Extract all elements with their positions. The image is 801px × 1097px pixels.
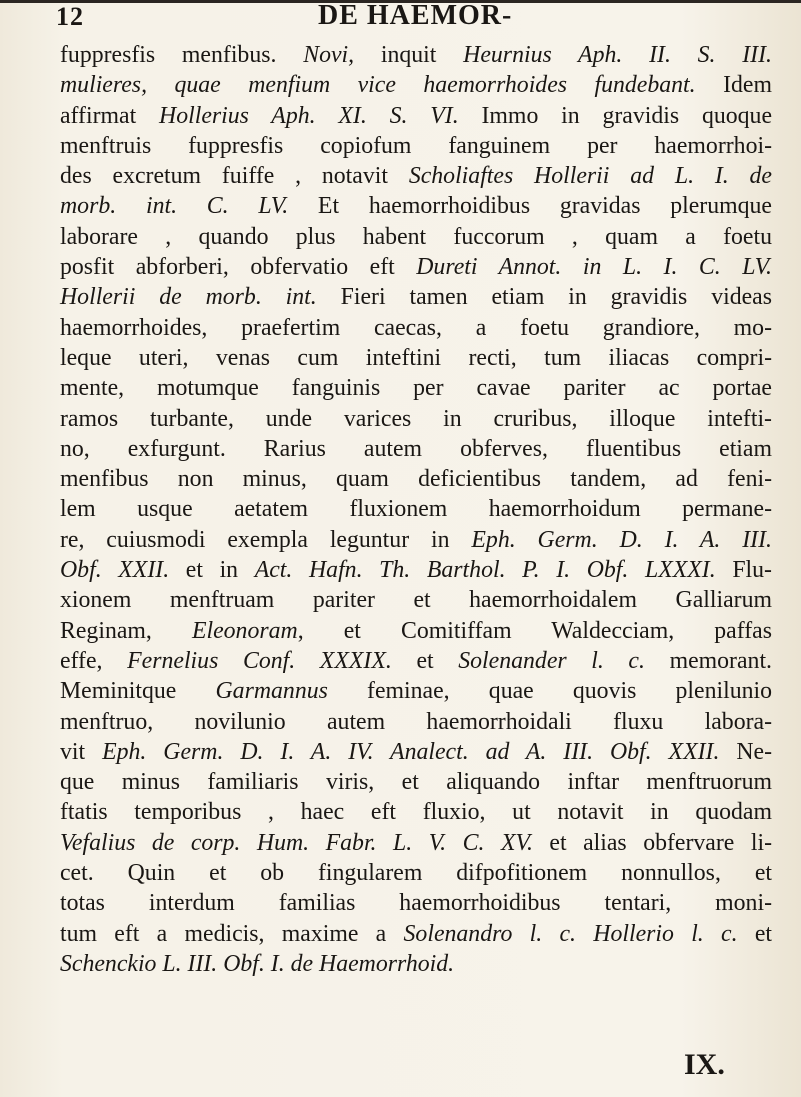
- text-line: [60, 676, 772, 706]
- citation-italic: Solenander l. c.: [458, 647, 645, 674]
- text-run: mente, motumque fanguinis per cavae pariter ac portae: [60, 375, 772, 402]
- page-number: 12: [56, 2, 84, 31]
- text-run: cet. Quin et ob fingularem difpofitionem nonnullos, et: [60, 860, 772, 887]
- text-line: [60, 616, 772, 646]
- text-run: et alias obfervare li-: [532, 829, 772, 856]
- text-line: [60, 949, 772, 979]
- citation-italic: Heurnius Aph. II. S. III.: [463, 42, 772, 68]
- text-run: ftatis temporibus , haec eft fluxio, ut notavit in quodam: [60, 799, 772, 826]
- text-line: [60, 191, 772, 221]
- citation-italic: Scholiaftes Hollerii ad L. I. de: [408, 163, 772, 190]
- citation-italic: Hollerius Aph. XI. S. VI.: [159, 102, 459, 129]
- body-text: [60, 40, 772, 979]
- text-line: [60, 373, 772, 403]
- text-run: tum eft a medicis, maxime a: [60, 920, 404, 947]
- text-run: affirmat: [60, 102, 160, 129]
- text-run: inquit: [354, 42, 464, 68]
- text-run: Meminitque: [60, 678, 216, 705]
- text-line: [60, 646, 772, 676]
- text-run: Et haemorrhoidibus gravidas plerumque: [288, 193, 772, 220]
- text-line: [60, 828, 772, 858]
- citation-italic: Fernelius Conf. XXXIX.: [127, 647, 392, 674]
- text-line: [60, 494, 772, 524]
- text-line: [60, 707, 772, 737]
- text-line: [60, 464, 772, 494]
- citation-italic: Solenandro l. c. Hollerio l. c.: [403, 920, 738, 947]
- text-run: memorant.: [644, 647, 772, 674]
- text-run: posfit abforberi, obfervatio eft: [60, 254, 417, 281]
- text-line: [60, 101, 772, 131]
- text-run: leque uteri, venas cum inteftini recti, tum iliacas compri-: [60, 344, 772, 371]
- text-line: [60, 888, 772, 918]
- catchword: IX.: [684, 1048, 725, 1081]
- text-run: no, exfurgunt. Rarius autem obferves, fluentibus etiam: [60, 435, 772, 462]
- text-run: totas interdum familias haemorrhoidibus tentari, moni-: [60, 890, 772, 917]
- text-run: haemorrhoides, praefertim caecas, a foetu grandiore, mo-: [60, 314, 772, 341]
- text-run: re, cuiusmodi exempla leguntur in: [60, 526, 472, 553]
- text-line: [60, 343, 772, 373]
- text-run: ramos turbante, unde varices in cruribus, illoque intefti-: [60, 405, 772, 432]
- citation-italic: morb. int. C. LV.: [60, 193, 289, 220]
- citation-italic: Eph. Germ. D. I. A. IV. Analect. ad A. III. Obf. XXII.: [102, 738, 720, 765]
- text-line: [60, 767, 772, 797]
- citation-italic: Eleonoram: [191, 617, 298, 644]
- text-run: Ne-: [719, 738, 773, 765]
- text-line: [60, 161, 772, 191]
- text-line: [60, 737, 772, 767]
- running-head: DE HAEMOR-: [318, 0, 513, 31]
- citation-italic: Act. Hafn. Th. Barthol. P. I. Obf. LXXXI.: [254, 557, 716, 584]
- text-run: que minus familiaris viris, et aliquando inftar menftruorum: [60, 769, 772, 796]
- text-run: Flu-: [715, 557, 772, 584]
- text-line: [60, 252, 772, 282]
- text-run: fuppresfis menfibus.: [60, 42, 304, 68]
- text-line: [60, 40, 772, 70]
- text-run: et: [737, 920, 772, 947]
- text-line: [60, 434, 772, 464]
- text-line: [60, 131, 772, 161]
- text-run: , et Comitiffam Waldecciam, paffas: [297, 617, 772, 644]
- text-run: xionem menftruam pariter et haemorrhoidalem Galliarum: [60, 587, 772, 614]
- text-run: des excretum fuiffe , notavit: [60, 163, 409, 190]
- citation-italic: mulieres, quae menfium vice haemorrhoides fundebant.: [60, 72, 696, 99]
- text-run: effe,: [60, 647, 128, 674]
- text-run: Immo in gravidis quoque: [458, 102, 773, 129]
- citation-italic: Dureti Annot. in L. I. C. LV.: [416, 254, 773, 281]
- text-line: [60, 282, 772, 312]
- text-run: Fieri tamen etiam in gravidis videas: [316, 284, 772, 311]
- text-run: menftruo, novilunio autem haemorrhoidali fluxu labora-: [60, 708, 772, 735]
- text-run: vit: [60, 738, 103, 765]
- text-line: [60, 525, 772, 555]
- citation-italic: Novi,: [303, 42, 355, 68]
- text-run: Reginam,: [60, 617, 192, 644]
- citation-italic: Schenckio L. III. Obf. I. de Haemorrhoid.: [60, 950, 455, 977]
- text-run: lem usque aetatem fluxionem haemorrhoidum permane-: [60, 496, 772, 523]
- text-run: menfibus non minus, quam deficientibus tandem, ad feni-: [60, 466, 772, 493]
- text-line: [60, 797, 772, 827]
- text-line: [60, 858, 772, 888]
- citation-italic: Vefalius de corp. Hum. Fabr. L. V. C. XV.: [60, 829, 533, 856]
- text-run: et in: [169, 557, 255, 584]
- citation-italic: Eph. Germ. D. I. A. III.: [471, 526, 772, 553]
- text-line: [60, 404, 772, 434]
- text-line: [60, 555, 772, 585]
- citation-italic: Hollerii de morb. int.: [60, 284, 317, 311]
- text-run: feminae, quae quovis plenilunio: [327, 678, 773, 705]
- text-run: menftruis fuppresfis copiofum fanguinem per haemorrhoi-: [60, 132, 772, 159]
- text-run: laborare , quando plus habent fuccorum , quam a foetu: [60, 223, 772, 250]
- text-line: [60, 919, 772, 949]
- text-run: et: [391, 647, 459, 674]
- citation-italic: Obf. XXII.: [60, 557, 170, 584]
- text-run: Idem: [695, 72, 772, 99]
- text-line: [60, 313, 772, 343]
- citation-italic: Garmannus: [215, 678, 328, 705]
- text-line: [60, 70, 772, 100]
- text-line: [60, 222, 772, 252]
- text-line: [60, 585, 772, 615]
